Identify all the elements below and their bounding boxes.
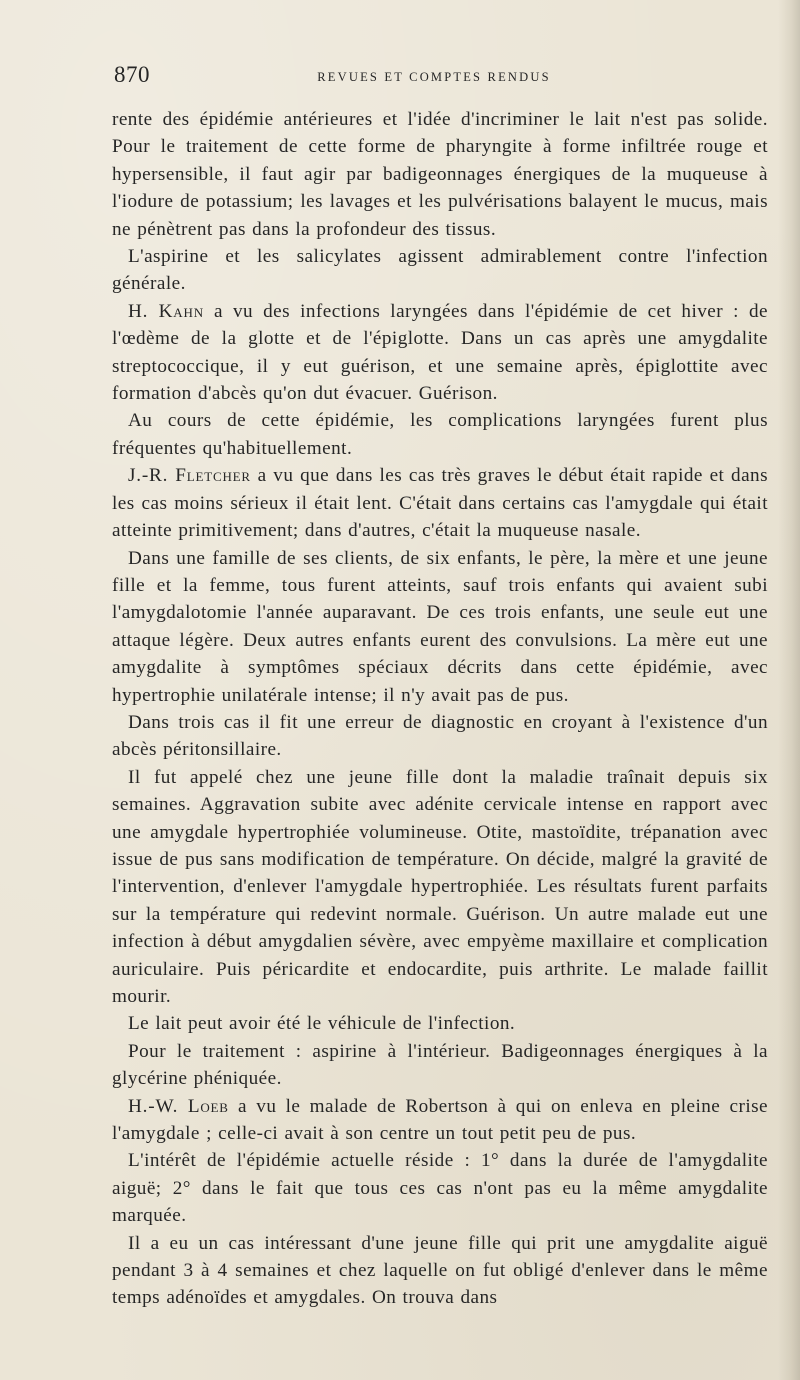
- paragraph-text: Au cours de cette épidémie, les complications laryngées furent plus fréquentes qu'habituellement.: [112, 410, 768, 459]
- paragraph: [112, 1010, 768, 1037]
- paragraph: [112, 1038, 768, 1093]
- page-header: [114, 60, 754, 90]
- page-number: 870: [114, 62, 150, 87]
- paragraph: [112, 462, 768, 544]
- paragraph: [112, 407, 768, 462]
- author-name: J.-R. Fletcher: [128, 465, 251, 487]
- author-name: H. Kahn: [128, 300, 204, 322]
- paragraph: [112, 1147, 768, 1229]
- paragraph: [112, 545, 768, 709]
- paragraph-text: a vu des infections laryngées dans l'épidémie de cet hiver : de l'œdème de la glotte et de l'épiglotte. Dans un cas après une amygdalite streptococcique, il y eut guérison, et une semaine après, épiglottite avec formation d'abcès qu'on dut évacuer. Guérison.: [112, 300, 768, 405]
- paragraph: [112, 1093, 768, 1148]
- paragraph-text: Dans trois cas il fit une erreur de diagnostic en croyant à l'existence d'un abcès péritonsillaire.: [112, 711, 768, 761]
- author-name: H.-W. Loeb: [128, 1095, 229, 1117]
- paragraph: [112, 764, 768, 1011]
- paragraph-text: L'aspirine et les salicylates agissent admirablement contre l'infection générale.: [112, 246, 768, 295]
- paragraph-text: rente des épidémie antérieures et l'idée d'incriminer le lait n'est pas solide. Pour le traitement de cette forme de pharyngite à forme infiltrée rouge et hypersensible, il faut agir par badigeonnages énergiques de la muqueuse à l'iodure de potassium; les lavages et les pulvérisations balayent le mucus, mais ne pénètrent pas dans la profondeur des tissus.: [112, 109, 768, 240]
- paragraph-text: a vu que dans les cas très graves le début était rapide et dans les cas moins sérieux il était lent. C'était dans certains cas l'amygdale qui était atteinte primitivement; dans d'autres, c'était la muqueuse nasale.: [112, 465, 768, 542]
- paragraph: [112, 106, 768, 243]
- paragraph-text: Pour le traitement : aspirine à l'intérieur. Badigeonnages énergiques à la glycérine phéniquée.: [112, 1040, 768, 1090]
- paragraph: [112, 1230, 768, 1312]
- paragraph-text: Le lait peut avoir été le véhicule de l'infection.: [128, 1013, 516, 1035]
- paragraph: [112, 298, 768, 408]
- article-body: [112, 106, 768, 1312]
- running-head: REVUES ET COMPTES RENDUS: [317, 70, 551, 84]
- paragraph: [112, 709, 768, 764]
- paragraph-text: a vu le malade de Robertson à qui on enleva en pleine crise l'amygdale ; celle-ci avait à son centre un tout petit peu de pus.: [112, 1095, 768, 1145]
- paragraph-text: Il fut appelé chez une jeune fille dont la maladie traînait depuis six semaines. Aggravation subite avec adénite cervicale intense en rapport avec une amygdale hypertrophiée volumineuse. Otite, mastoïdite, trépanation avec issue de pus sans modification de température. On décide, malgré la gravité de l'intervention, d'enlever l'amygdale hypertrophiée. Les résultats furent parfaits sur la température qui redevint normale. Guérison. Un autre malade eut une infection à début amygdalien sévère, avec empyème maxillaire et complication auriculaire. Puis péricardite et endocardite, puis arthrite. Le malade faillit mourir.: [112, 766, 768, 1007]
- paragraph-text: Il a eu un cas intéressant d'une jeune fille qui prit une amygdalite aiguë pendant 3 à 4 semaines et chez laquelle on fut obligé d'enlever dans le même temps adénoïdes et amygdales. On trouva dans: [112, 1232, 768, 1309]
- paragraph-text: Dans une famille de ses clients, de six enfants, le père, la mère et une jeune fille et la femme, tous furent atteints, sauf trois enfants qui avaient subi l'amygdalotomie l'année auparavant. De ces trois enfants, une seule eut une attaque légère. Deux autres enfants eurent des convulsions. La mère eut une amygdalite à symptômes spéciaux décrits dans cette épidémie, avec hypertrophie unilatérale intense; il n'y avait pas de pus.: [112, 547, 768, 706]
- page-edge-shadow: [778, 0, 800, 1380]
- paragraph: [112, 243, 768, 298]
- paragraph-text: L'intérêt de l'épidémie actuelle réside : 1° dans la durée de l'amygdalite aiguë; 2° dans le fait que tous ces cas n'ont pas eu la même amygdalite marquée.: [112, 1150, 768, 1227]
